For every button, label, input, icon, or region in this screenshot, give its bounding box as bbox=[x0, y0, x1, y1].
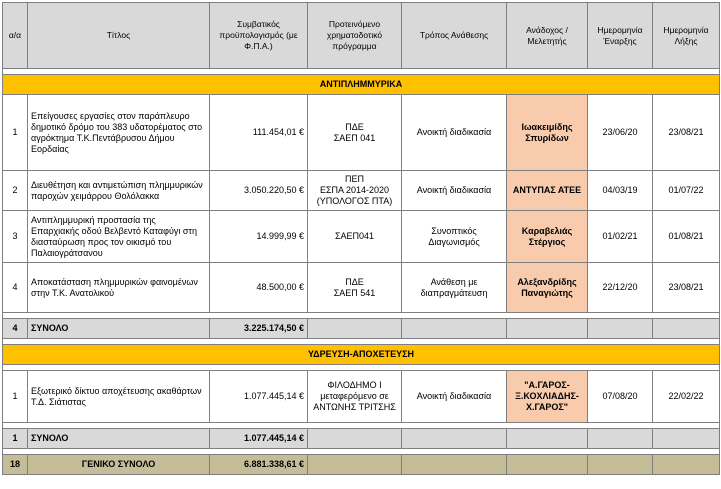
total-count: 4 bbox=[3, 319, 28, 339]
row-start-date: 22/12/20 bbox=[588, 263, 653, 313]
row-program: ΣΑΕΠ041 bbox=[308, 211, 402, 263]
section-total-row bbox=[3, 429, 720, 449]
table-row bbox=[3, 263, 720, 313]
section-header-water bbox=[3, 345, 720, 365]
table-row bbox=[3, 211, 720, 263]
section-header-flood bbox=[3, 75, 720, 95]
row-method: Ανάθεση με διαπραγμάτευση bbox=[402, 263, 507, 313]
row-title: Επείγουσες εργασίες στον παράπλευρο δημοτικό δρόμο του 383 υδατορέματος στο αγρόκτημα Τ.Κ.Πεντάβρυσου Δήμου Εορδαίας bbox=[28, 95, 210, 171]
row-contractor: Αλεξανδρίδης Παναγιώτης bbox=[507, 263, 588, 313]
header-end: Ημερομηνία Λήξης bbox=[653, 3, 720, 69]
row-start-date: 04/03/19 bbox=[588, 171, 653, 211]
total-budget: 3.225.174,50 € bbox=[210, 319, 308, 339]
row-budget: 14.999,99 € bbox=[210, 211, 308, 263]
row-end-date: 23/08/21 bbox=[653, 263, 720, 313]
total-budget: 1.077.445,14 € bbox=[210, 429, 308, 449]
total-count: 1 bbox=[3, 429, 28, 449]
row-budget: 48.500,00 € bbox=[210, 263, 308, 313]
header-start: Ημερομηνία Έναρξης bbox=[588, 3, 653, 69]
row-start-date: 23/06/20 bbox=[588, 95, 653, 171]
row-title: Αντιπλημμυρική προστασία της Επαρχιακής οδού Βελβεντό Καταφύγι στη διασταύρωση προς τον οικισμό του Παλαιογράτσανου bbox=[28, 211, 210, 263]
row-num: 1 bbox=[3, 95, 28, 171]
table-row bbox=[3, 95, 720, 171]
section-title: ΥΔΡΕΥΣΗ-ΑΠΟΧΕΤΕΥΣΗ bbox=[3, 345, 720, 365]
row-end-date: 23/08/21 bbox=[653, 95, 720, 171]
grand-total-row bbox=[3, 455, 720, 475]
total-label: ΣΥΝΟΛΟ bbox=[28, 429, 210, 449]
table-row bbox=[3, 371, 720, 423]
header-contractor: Ανάδοχος / Μελετητής bbox=[507, 3, 588, 69]
section-total-row bbox=[3, 319, 720, 339]
row-num: 2 bbox=[3, 171, 28, 211]
row-contractor: "Α.ΓΑΡΟΣ- Ξ.ΚΟΧΛΙΑΔΗΣ- Χ.ΓΑΡΟΣ" bbox=[507, 371, 588, 423]
row-budget: 111.454,01 € bbox=[210, 95, 308, 171]
row-end-date: 22/02/22 bbox=[653, 371, 720, 423]
row-num: 3 bbox=[3, 211, 28, 263]
header-budget: Συμβατικός προϋπολογισμός (με Φ.Π.Α.) bbox=[210, 3, 308, 69]
row-num: 4 bbox=[3, 263, 28, 313]
projects-table bbox=[2, 2, 720, 475]
row-program: ΠΔΕ ΣΑΕΠ 541 bbox=[308, 263, 402, 313]
row-contractor: ΑΝΤΥΠΑΣ ΑΤΕΕ bbox=[507, 171, 588, 211]
total-label: ΣΥΝΟΛΟ bbox=[28, 319, 210, 339]
row-title: Διευθέτηση και αντιμετώπιση πλημμυρικών παροχών χειμάρρου Θολόλακκα bbox=[28, 171, 210, 211]
row-title: Αποκατάσταση πλημμυρικών φαινομένων στην Τ.Κ. Ανατολικού bbox=[28, 263, 210, 313]
row-budget: 3.050.220,50 € bbox=[210, 171, 308, 211]
header-num: α/α bbox=[3, 3, 28, 69]
row-start-date: 07/08/20 bbox=[588, 371, 653, 423]
header-row bbox=[3, 3, 720, 69]
header-program: Προτεινόμενο χρηματοδοτικό πρόγραμμα bbox=[308, 3, 402, 69]
row-program: ΠΔΕ ΣΑΕΠ 041 bbox=[308, 95, 402, 171]
header-title: Τίτλος bbox=[28, 3, 210, 69]
row-contractor: Καραβελιάς Στέργιος bbox=[507, 211, 588, 263]
row-end-date: 01/08/21 bbox=[653, 211, 720, 263]
row-program: ΠΕΠ ΕΣΠΑ 2014-2020 (ΥΠΟΛΟΓΟΣ ΠΤΑ) bbox=[308, 171, 402, 211]
row-budget: 1.077.445,14 € bbox=[210, 371, 308, 423]
grand-total-budget: 6.881.338,61 € bbox=[210, 455, 308, 475]
row-contractor: Ιωακειμίδης Σπυρίδων bbox=[507, 95, 588, 171]
table-row bbox=[3, 171, 720, 211]
row-program: ΦΙΛΟΔΗΜΟ Ι μεταφερόμενο σε ΑΝΤΩΝΗΣ ΤΡΙΤΣΗΣ bbox=[308, 371, 402, 423]
row-method: Ανοικτή διαδικασία bbox=[402, 95, 507, 171]
section-title: ΑΝΤΙΠΛΗΜΜΥΡΙΚΑ bbox=[3, 75, 720, 95]
row-method: Ανοικτή διαδικασία bbox=[402, 171, 507, 211]
row-method: Συνοπτικός Διαγωνισμός bbox=[402, 211, 507, 263]
row-start-date: 01/02/21 bbox=[588, 211, 653, 263]
grand-total-count: 18 bbox=[3, 455, 28, 475]
header-method: Τρόπος Ανάθεσης bbox=[402, 3, 507, 69]
grand-total-label: ΓΕΝΙΚΟ ΣΥΝΟΛΟ bbox=[28, 455, 210, 475]
row-title: Εξωτερικό δίκτυο αποχέτευσης ακαθάρτων Τ.Δ. Σιάτιστας bbox=[28, 371, 210, 423]
row-method: Ανοικτή διαδικασία bbox=[402, 371, 507, 423]
row-num: 1 bbox=[3, 371, 28, 423]
row-end-date: 01/07/22 bbox=[653, 171, 720, 211]
